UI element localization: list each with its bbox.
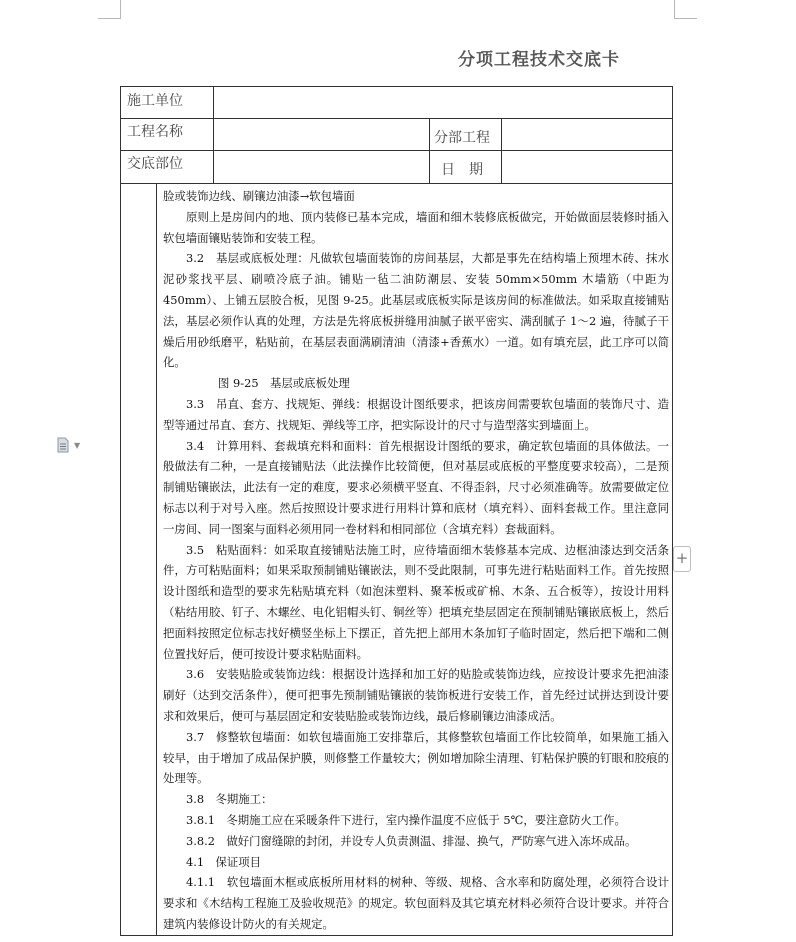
section-heading: 3.8 冬期施工： [186, 792, 273, 807]
paragraph: 3.2 基层或底板处理：凡做软包墙面装饰的房间基层，大都是事先在结构墙上预埋木砖、抹水泥砂浆找平层、刷喷冷底子油。铺贴一毡二油防潮层、安装 50mm×50mm 木墙筋（中距为 450mm）、上铺五层胶合板，见图 9-25。此基层或底板实际是该房间的标准做法。如采取直接铺贴法，基层必须作认真的处理，方法是先将底板拼缝用油腻子嵌平密实、满刮腻子 1～2 遍，待腻子干燥后用砂纸磨平，粘贴前，在基层表面满刷清油（清漆+香蕉水）一道。如有填充层，此工序可以简化。 [163, 251, 669, 370]
paragraph: 3.6 安装贴脸或装饰边线：根据设计选择和加工好的贴脸或装饰边线，应按设计要求先把油漆刷好（达到交活条件），便可把事先预制铺贴镶嵌的装饰板进行安装工作，首先经过试拼达到设计要求和效果后，便可与基层固定和安装贴脸或装饰边线，最后修刷镶边油漆成活。 [163, 667, 669, 723]
label-handover-part: 交底部位 [127, 156, 183, 172]
plus-icon[interactable]: + [673, 546, 691, 572]
content-text [163, 186, 669, 935]
figure-caption: 图 9-25 基层或底板处理 [218, 376, 350, 391]
label-date: 日 期 [441, 162, 483, 178]
page-corner-mark-left [98, 0, 121, 19]
page-corner-mark-right [674, 0, 697, 19]
label-construction-unit: 施工单位 [127, 93, 183, 109]
paragraph: 3.5 粘贴面料：如采取直接铺贴法施工时，应待墙面细木装修基本完成、边框油漆达到交活条件，方可粘贴面料；如果采取预制铺贴镶嵌法，则不受此限制，可事先进行粘贴面料工作。首先按照设计图纸和造型的要求先粘贴填充料（如泡沫塑料、聚苯板或矿棉、木条、五合板等），按设计用料（粘结用胶、钉子、木螺丝、电化铝帽头钉、铜丝等）把填充垫层固定在预制铺贴镶嵌底板上，然后把面料按照定位标志找好横竖坐标上下摆正，首先把上部用木条加钉子临时固定，然后把下端和二侧位置找好后，便可按设计要求粘贴面料。 [163, 542, 669, 661]
paragraph: 4.1.1 软包墙面木框或底板所用材料的树种、等级、规格、含水率和防腐处理，必须符合设计要求和《木结构工程施工及验收规范》的规定。软包面料及其它填充材料必须符合设计要求。并符合建筑内装修设计防火的有关规定。 [163, 875, 669, 931]
chevron-down-icon[interactable]: ▼ [74, 441, 81, 450]
column-divider [213, 87, 214, 183]
column-divider [429, 118, 430, 183]
label-sub-project: 分部工程 [434, 130, 490, 146]
paragraph: 3.3 吊直、套方、找规矩、弹线：根据设计图纸要求，把该房间需要软包墙面的装饰尺寸、造型等通过吊直、套方、找规矩、弹线等工序，把实际设计的尺寸与造型落实到墙面上。 [163, 396, 669, 432]
document-title: 分项工程技术交底卡 [458, 50, 620, 70]
paragraph: 3.4 计算用料、套裁填充料和面料：首先根据设计图纸的要求，确定软包墙面的具体做法。一般做法有二种，一是直接铺贴法（此法操作比较简便，但对基层或底板的平整度要求较高），二是预制铺贴镶嵌法，此法有一定的难度，要求必须横平竖直、不得歪斜，尺寸必须准确等。放需要做定位标志以利于对号入座。然后按照设计要求进行用料计算和底材（填充料）、面料套裁工作。里注意同一房间、同一图案与面料必须用同一卷材料和相同部位（含填充料）套裁面料。 [163, 438, 669, 536]
paragraph: 脸或装饰边线、刷镶边油漆→软包墙面 [163, 189, 355, 203]
header-table [120, 86, 673, 184]
paragraph: 原则上是房间内的地、顶内装修已基本完成，墙面和细木装修底板做完，开始做面层装修时插入软包墙面镶贴装饰和安装工程。 [163, 209, 669, 245]
document-icon[interactable] [55, 437, 71, 453]
paragraph: 3.8.1 冬期施工应在采暖条件下进行，室内操作温度不应低于 5℃，要注意防火工作。 [186, 812, 626, 827]
label-project-name: 工程名称 [127, 124, 183, 140]
column-divider [501, 118, 502, 183]
section-heading: 4.1 保证项目 [186, 854, 262, 869]
content-left-column-divider [156, 184, 157, 936]
paragraph: 3.7 修整软包墙面：如软包墙面施工安排靠后，其修整软包墙面工作比较简单，如果施工插入较早，由于增加了成品保护膜，则修整工作量较大；例如增加除尘清理、钉粘保护膜的钉眼和胶痕的处理等。 [163, 729, 669, 786]
paragraph: 3.8.2 做好门窗缝隙的封闭，并设专人负责测温、排湿、换气，严防寒气进入冻坏成品。 [186, 833, 637, 848]
row-divider [121, 150, 672, 151]
row-divider [121, 118, 672, 119]
